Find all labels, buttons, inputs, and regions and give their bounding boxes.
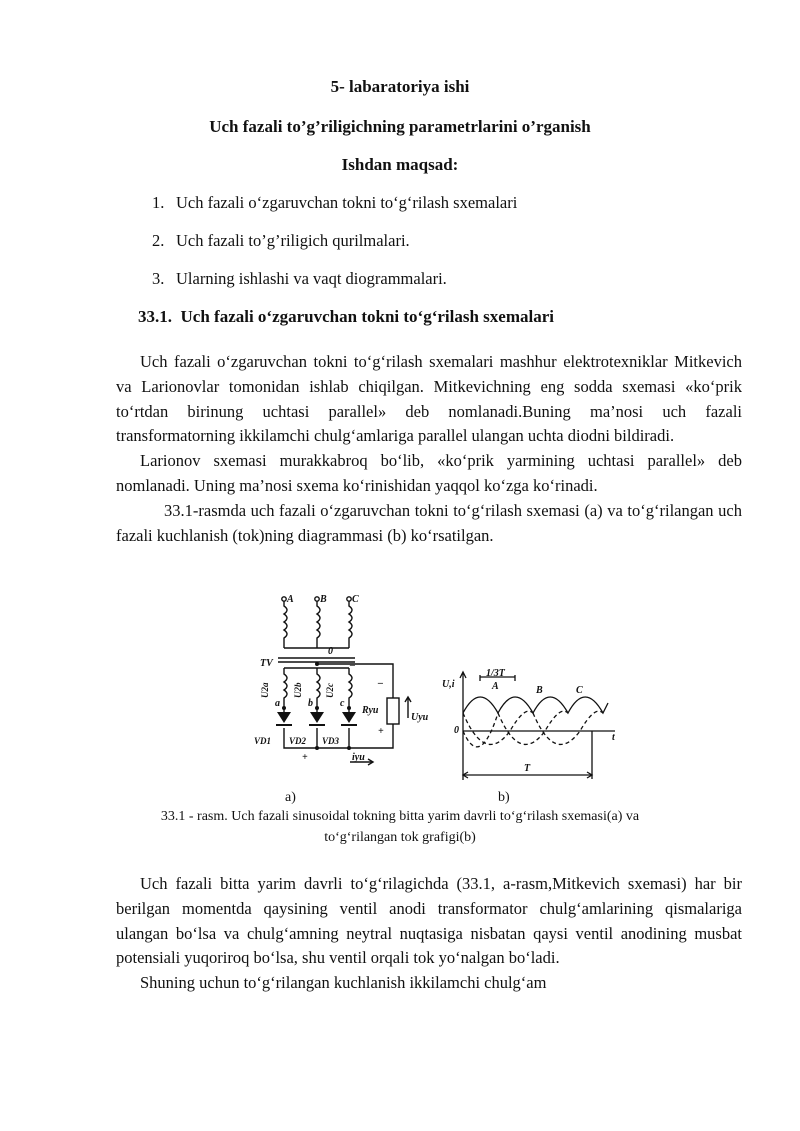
graph-period-fraction-label: 1/3T <box>486 668 505 679</box>
topic-title: Uch fazali to’g’riligichning parametrlarini o’rganish <box>209 117 591 136</box>
goal-number: 2. <box>152 231 165 250</box>
phase-c-label: C <box>352 594 359 605</box>
load-voltage-label: Uyu <box>411 712 429 723</box>
node-a-label: a <box>275 698 280 709</box>
minus-top-label: – <box>350 660 355 671</box>
body-text-bottom <box>116 872 742 996</box>
graph-phase-b-label: B <box>536 685 543 696</box>
goal-number: 3. <box>152 269 165 288</box>
u2c-label: U2c <box>325 683 335 698</box>
graph-period-label: T <box>524 763 531 774</box>
goal-item <box>152 269 447 289</box>
phase-a-label: A <box>287 594 294 605</box>
neutral-label: 0 <box>328 646 333 657</box>
plus-bottom-label: + <box>302 752 308 763</box>
graph-y-axis-label: U,i <box>442 679 455 690</box>
vd2-label: VD2 <box>289 736 307 746</box>
transformer-label: TV <box>260 658 273 669</box>
vd3-label: VD3 <box>322 736 340 746</box>
body-text-top <box>116 350 742 548</box>
figure-label-a: a) <box>285 790 296 805</box>
goal-heading: Ishdan maqsad: <box>341 155 459 174</box>
paragraph: Uch fazali bitta yarim davrli to‘g‘rilagichda (33.1, a-rasm,Mitkevich sxemasi) har bir berilgan momentda qaysining ventil anodi transformator chulg‘amlarining qismalariga ulangan bo‘lsa va chulg‘amning neytral nuqtasiga nisbatan qaysi ventil anodining musbat potensiali yuqoriroq bo‘lsa, shu ventil orqali tok yo‘nalgan bo‘ladi. <box>116 874 742 968</box>
goal-text: Ularning ishlashi va vaqt diogrammalari. <box>176 269 447 288</box>
load-current-label: iyu <box>352 752 365 763</box>
figure-label-b: b) <box>498 790 510 805</box>
figure-caption-line2: to‘g‘rilangan tok grafigi(b) <box>324 830 476 845</box>
node-c-label: c <box>340 698 345 709</box>
u2a-label: U2a <box>260 682 270 698</box>
goal-text: Uch fazali to’g’riligich qurilmalari. <box>176 231 410 250</box>
section-heading <box>138 307 554 327</box>
paragraph: Uch fazali o‘zgaruvchan tokni to‘g‘rilash sxemalari mashhur elektrotexniklar Mitkevich va Larionovlar tomonidan ishlab chiqilgan. Mitkevichning eng sodda sxemasi «ko‘prik to‘rtdan birinung uchtasi parallel» deb nomlanadi.Buning ma’nosi uch fazali transformatorning ikkilamchi chulg‘amlariga parallel ulangan uchta diodni bildiradi. <box>116 352 742 446</box>
u2b-label: U2b <box>293 682 303 698</box>
rectified-waveform-graph <box>440 665 620 785</box>
goal-item <box>152 193 517 213</box>
graph-t-axis-label: t <box>612 732 615 743</box>
plus-right-label: + <box>378 726 384 737</box>
goal-item <box>152 231 410 251</box>
rectifier-circuit-diagram <box>250 588 440 778</box>
paragraph: Shuning uchun to‘g‘rilangan kuchlanish ikkilamchi chulg‘am <box>140 973 547 993</box>
graph-origin-label: 0 <box>454 725 459 736</box>
vd1-label: VD1 <box>254 736 272 746</box>
paragraph: Larionov sxemasi murakkabroq bo‘lib, «ko‘prik yarmining uchtasi parallel» deb nomlanadi. Uning ma’nosi sxema ko‘rinishidan yaqqol ko‘zga ko‘rinadi. <box>116 451 742 495</box>
lab-title: 5- labaratoriya ishi <box>330 77 470 96</box>
goal-number: 1. <box>152 193 165 212</box>
node-b-label: b <box>308 698 313 709</box>
section-title: Uch fazali o‘zgaruvchan tokni to‘g‘rilash sxemalari <box>180 307 554 326</box>
graph-phase-a-label: A <box>492 681 499 692</box>
graph-phase-c-label: C <box>576 685 583 696</box>
minus-right-label: – <box>378 678 383 689</box>
paragraph: 33.1-rasmda uch fazali o‘zgaruvchan tokni to‘g‘rilash sxemasi (a) va to‘g‘rilangan uch fazali kuchlanish (tok)ning diagrammasi (b) ko‘rsatilgan. <box>116 500 742 545</box>
section-number: 33.1. <box>138 307 172 326</box>
phase-b-label: B <box>320 594 327 605</box>
goal-text: Uch fazali o‘zgaruvchan tokni to‘g‘rilash sxemalari <box>176 193 518 212</box>
figure-caption-line1: 33.1 - rasm. Uch fazali sinusoidal tokning bitta yarim davrli to‘g‘rilash sxemasi(a) va <box>160 809 640 824</box>
load-resistor-label: Ryu <box>362 705 379 716</box>
